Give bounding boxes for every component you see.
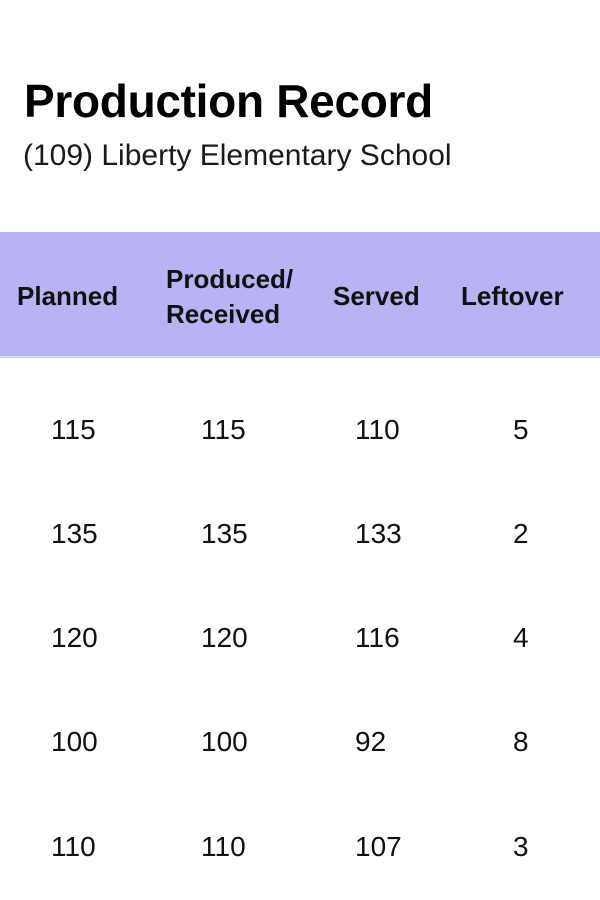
cell-served: 92 [355, 726, 387, 757]
column-header-produced-received [166, 262, 293, 332]
cell-served: 107 [355, 831, 402, 862]
cell-planned: 115 [51, 414, 96, 445]
cell-produced: 100 [201, 726, 248, 757]
column-header-produced-line1: Produced/ [166, 264, 294, 294]
cell-leftover: 2 [513, 518, 529, 549]
cell-produced: 120 [201, 622, 248, 653]
cell-planned: 110 [51, 831, 96, 862]
cell-produced: 115 [201, 414, 246, 445]
table-body [0, 360, 600, 900]
cell-planned: 100 [51, 726, 98, 757]
cell-planned: 120 [51, 622, 98, 653]
table-row [0, 672, 600, 776]
column-header-served: Served [333, 281, 420, 311]
cell-planned: 135 [51, 518, 98, 549]
column-header-produced-line2: Received [166, 299, 281, 329]
cell-leftover: 5 [513, 414, 529, 445]
table-header [0, 232, 600, 358]
page-title: Production Record [24, 75, 433, 127]
cell-served: 133 [355, 518, 402, 549]
cell-leftover: 4 [513, 622, 529, 653]
school-name: (109) Liberty Elementary School [23, 139, 452, 172]
cell-leftover: 8 [513, 726, 529, 757]
table-row [0, 360, 600, 464]
table-row [0, 777, 600, 881]
cell-produced: 110 [201, 831, 246, 862]
cell-leftover: 3 [513, 831, 529, 862]
cell-served: 116 [355, 622, 400, 653]
column-header-leftover: Leftover [461, 281, 564, 311]
cell-produced: 135 [201, 518, 248, 549]
cell-served: 110 [355, 414, 400, 445]
table-row [0, 568, 600, 672]
column-header-planned: Planned [17, 281, 119, 311]
table-row [0, 464, 600, 568]
